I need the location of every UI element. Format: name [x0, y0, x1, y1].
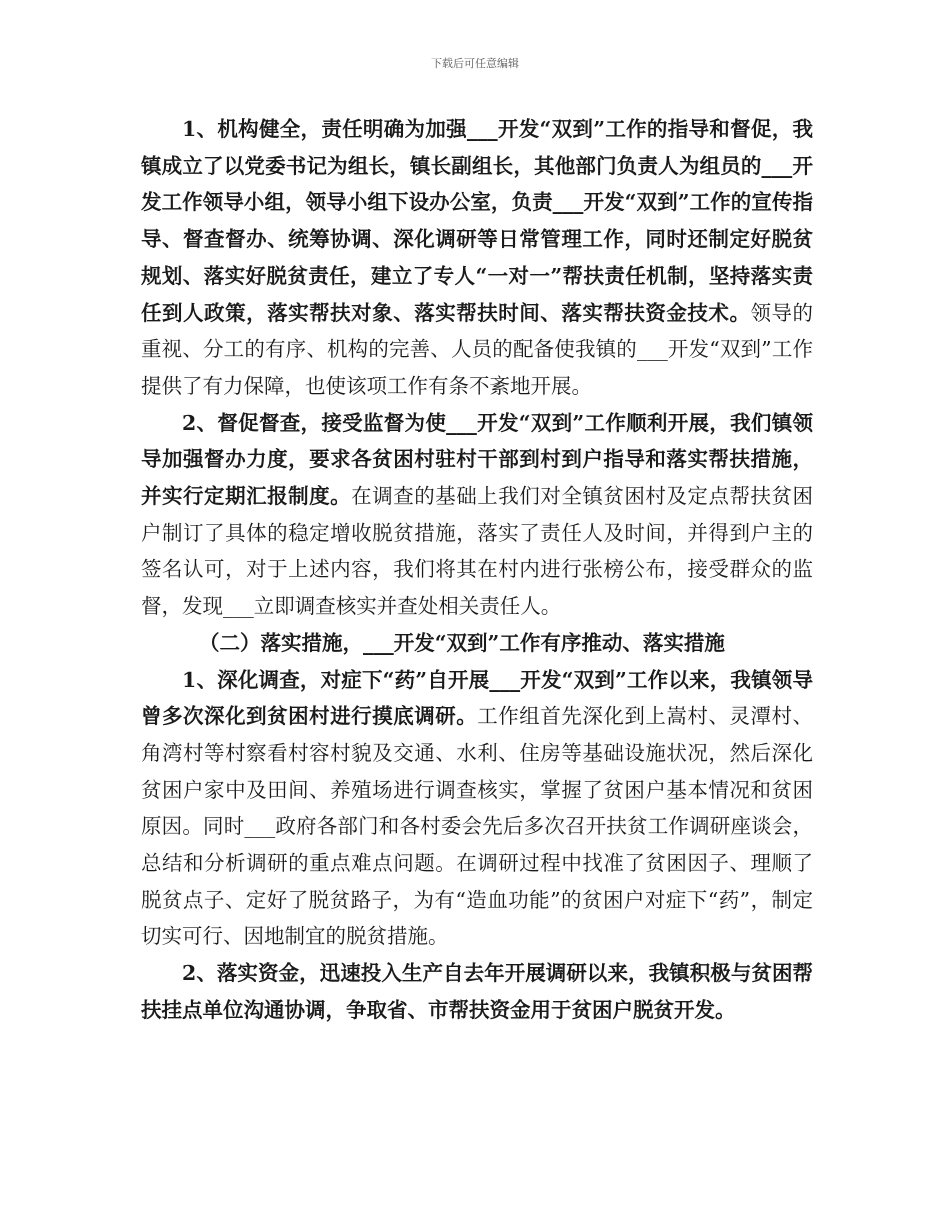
paragraph-body-text: 工作组首先深化到上嵩村、灵潭村、角湾村等村察看村容村貌及交通、水利、住房等基础设施状况，然后深化贫困户家中及田间、养殖场进行调查核实，掌握了贫困户基本情况和贫困原因。同时___政府各部门和各村委会先后多次召开扶贫工作调研座谈会，总结和分析调研的重点难点问题。在调研过程中找准了贫困因子、理顺了脱贫点子、定好了脱贫路子，为有“造血功能”的贫困户对症下“药”，制定切实可行、因地制宜的脱贫措施。 [141, 704, 814, 949]
section-heading: （二）落实措施，___开发“双到”工作有序推动、落实措施 [199, 630, 725, 655]
paragraph-bold-lead: 1、机构健全，责任明确为加强___开发“双到”工作的指导和督促，我镇成立了以党委书记为组长，镇长副组长，其他部门负责人为组员的___开发工作领导小组，领导小组下设办公室，负责___开发“双到”工作的宣传指导、督查督办、统筹协调、深化调研等日常管理工作，同时还制定好脱贫规划、落实好脱贫责任，建立了专人“一对一”帮扶责任机制，坚持落实责任到人政策，落实帮扶对象、落实帮扶时间、落实帮扶资金技术。 [141, 117, 813, 325]
paragraph-organization [141, 111, 813, 405]
paragraph-supervision [141, 405, 813, 625]
paragraph-bold-lead: 2、落实资金，迅速投入生产自去年开展调研以来，我镇积极与贫困帮扶挂点单位沟通协调，争取省、市帮扶资金用于贫困户脱贫开发。 [141, 961, 813, 1022]
paragraph-body-text: 领导的重视、分工的有序、机构的完善、人员的配备使我镇的___开发“双到”工作提供了有力保障，也使该项工作有条不紊地开展。 [141, 300, 814, 398]
document-body [141, 111, 813, 1029]
paragraph-funding [141, 955, 813, 1028]
paragraph-body-text: 在调查的基础上我们对全镇贫困村及定点帮扶贫困户制订了具体的稳定增收脱贫措施，落实了责任人及时间，并得到户主的签名认可，对于上述内容，我们将其在村内进行张榜公布，接受群众的监督，发现___立即调查核实并查处相关责任人。 [141, 484, 814, 619]
paragraph-bold-lead: 1、深化调查，对症下“药”自开展___开发“双到”工作以来，我镇领导曾多次深化到贫困村进行摸底调研。 [141, 667, 813, 729]
paragraph-investigation [141, 662, 813, 956]
page-header-note: 下载后可任意编辑 [431, 57, 519, 70]
paragraph-bold-lead: 2、督促督查，接受监督为使___开发“双到”工作顺利开展，我们镇领导加强督办力度，要求各贫困村驻村干部到村到户指导和落实帮扶措施，并实行定期汇报制度。 [141, 410, 813, 509]
